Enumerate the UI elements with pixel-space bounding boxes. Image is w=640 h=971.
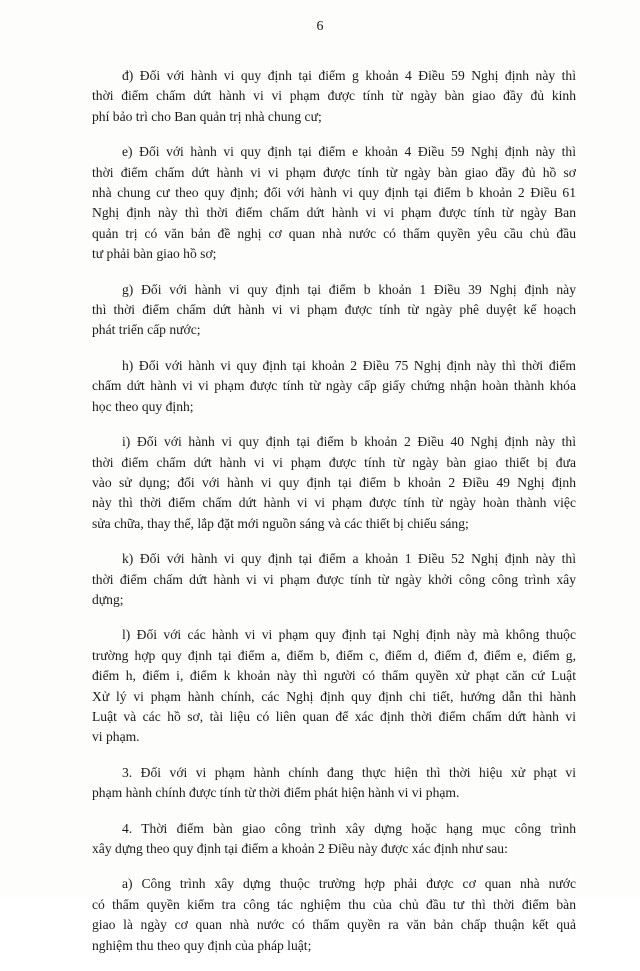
paragraph-line: e) Đối với hành vi quy định tại điểm e khoản 4 Điều 59 Nghị định này thì bbox=[122, 144, 576, 160]
paragraph-line: vào sử dụng; đối với hành vi quy định tại điểm b khoản 2 Điều 49 Nghị định bbox=[92, 474, 576, 490]
paragraph-line: h) Đối với hành vi quy định tại khoản 2 Điều 75 Nghị định này thì thời điểm bbox=[122, 357, 576, 373]
paragraph bbox=[92, 874, 576, 956]
paragraph-line: này thì thời điểm chấm dứt hành vi vi phạm được tính từ ngày hoàn thành việc bbox=[92, 495, 576, 511]
paragraph-line: học theo quy định; bbox=[92, 398, 194, 414]
paragraph bbox=[92, 549, 576, 610]
paragraph-line: 4. Thời điểm bàn giao công trình xây dựng hoặc hạng mục công trình bbox=[122, 820, 576, 836]
paragraph-line: Xử lý vi phạm hành chính, các Nghị định quy định chi tiết, hướng dẫn thi hành bbox=[92, 688, 576, 704]
paragraph-line: nhà chung cư theo quy định; đối với hành vi quy định tại điểm b khoản 2 Điều 61 bbox=[92, 185, 576, 201]
paragraph-line: phạm hành chính được tính từ thời điểm phát hiện hành vi vi phạm. bbox=[92, 785, 460, 801]
paragraph-line: nghiệm thu theo quy định của pháp luật; bbox=[92, 937, 312, 953]
paragraph bbox=[92, 625, 576, 747]
paragraph-line: đ) Đối với hành vi quy định tại điểm g khoản 4 Điều 59 Nghị định này thì bbox=[122, 68, 576, 83]
paragraph-line: i) Đối với hành vi quy định tại điểm b khoản 2 Điều 40 Nghị định này thì bbox=[122, 434, 576, 450]
paragraph-line: phí bảo trì cho Ban quản trị nhà chung cư; bbox=[92, 108, 322, 124]
paragraph-line: thời điểm chấm dứt hành vi vi phạm được tính từ ngày bàn giao đầy đủ kinh bbox=[92, 88, 576, 104]
paragraph-line: g) Đối với hành vi quy định tại điểm b khoản 1 Điều 39 Nghị định này bbox=[122, 281, 576, 297]
paragraph-line: thời điểm chấm dứt hành vi vi phạm được tính từ ngày khởi công công trình xây bbox=[92, 571, 576, 587]
paragraph bbox=[92, 66, 576, 127]
paragraph-line: tư phải bàn giao hồ sơ; bbox=[92, 246, 217, 262]
paragraph bbox=[92, 280, 576, 341]
paragraph-line: điểm h, điểm i, điểm k khoản này thì người có thẩm quyền xử phạt căn cứ Luật bbox=[92, 668, 576, 684]
page-number: 6 bbox=[316, 19, 324, 34]
paragraph-line: xây dựng theo quy định tại điểm a khoản 2 Điều này được xác định như sau: bbox=[92, 841, 508, 856]
paragraph-line: k) Đối với hành vi quy định tại điểm a khoản 1 Điều 52 Nghị định này thì bbox=[122, 551, 576, 567]
paragraph-line: chấm dứt hành vi vi phạm được tính từ ngày cấp giấy chứng nhận hoàn thành khóa bbox=[92, 378, 576, 394]
paragraph-line: thì thời điểm chấm dứt hành vi vi phạm được tính từ ngày phê duyệt kế hoạch bbox=[92, 302, 576, 318]
paragraph-line: vi phạm. bbox=[92, 729, 140, 745]
paragraph-line: giao là ngày cơ quan nhà nước có thẩm quyền ra văn bản chấp thuận kết quả bbox=[92, 917, 576, 933]
paragraph bbox=[92, 763, 576, 804]
paragraph-line: phát triển cấp nước; bbox=[92, 322, 201, 338]
paragraph-line: thời điểm chấm dứt hành vi vi phạm được tính từ ngày bàn giao thiết bị đưa bbox=[92, 454, 576, 470]
paragraph-line: thời điểm chấm dứt hành vi vi phạm được tính từ ngày bàn giao đầy đủ hồ sơ bbox=[92, 164, 576, 180]
paragraph-line: trường hợp quy định tại điểm a, điểm b, điểm c, điểm d, điểm đ, điểm e, điểm g, bbox=[92, 647, 576, 663]
document-body bbox=[92, 66, 576, 971]
paragraph-line: a) Công trình xây dựng thuộc trường hợp phải được cơ quan nhà nước bbox=[122, 876, 576, 892]
paragraph-line: l) Đối với các hành vi vi phạm quy định tại Nghị định này mà không thuộc bbox=[122, 627, 576, 643]
paragraph-line: dựng; bbox=[92, 591, 124, 607]
paragraph bbox=[92, 432, 576, 534]
paragraph bbox=[92, 819, 576, 860]
paragraph-line: Nghị định này thì thời điểm chấm dứt hành vi vi phạm được tính từ ngày Ban bbox=[92, 205, 576, 221]
paragraph-line: 3. Đối với vi phạm hành chính đang thực hiện thì thời hiệu xử phạt vi bbox=[122, 764, 576, 780]
paragraph-line: Luật và các hồ sơ, tài liệu có liên quan để xác định thời điểm chấm dứt hành vi bbox=[92, 708, 576, 724]
paragraph bbox=[92, 142, 576, 264]
paragraph-line: có thẩm quyền kiểm tra công tác nghiệm thu của chủ đầu tư thì thời điểm bàn bbox=[92, 896, 576, 912]
paragraph-line: sửa chữa, thay thế, lắp đặt mới nguồn sáng và các thiết bị chiếu sáng; bbox=[92, 515, 469, 531]
paragraph bbox=[92, 356, 576, 417]
paragraph-line: quản trị có văn bản đề nghị cơ quan nhà nước có thẩm quyền yêu cầu chủ đầu bbox=[92, 225, 576, 241]
